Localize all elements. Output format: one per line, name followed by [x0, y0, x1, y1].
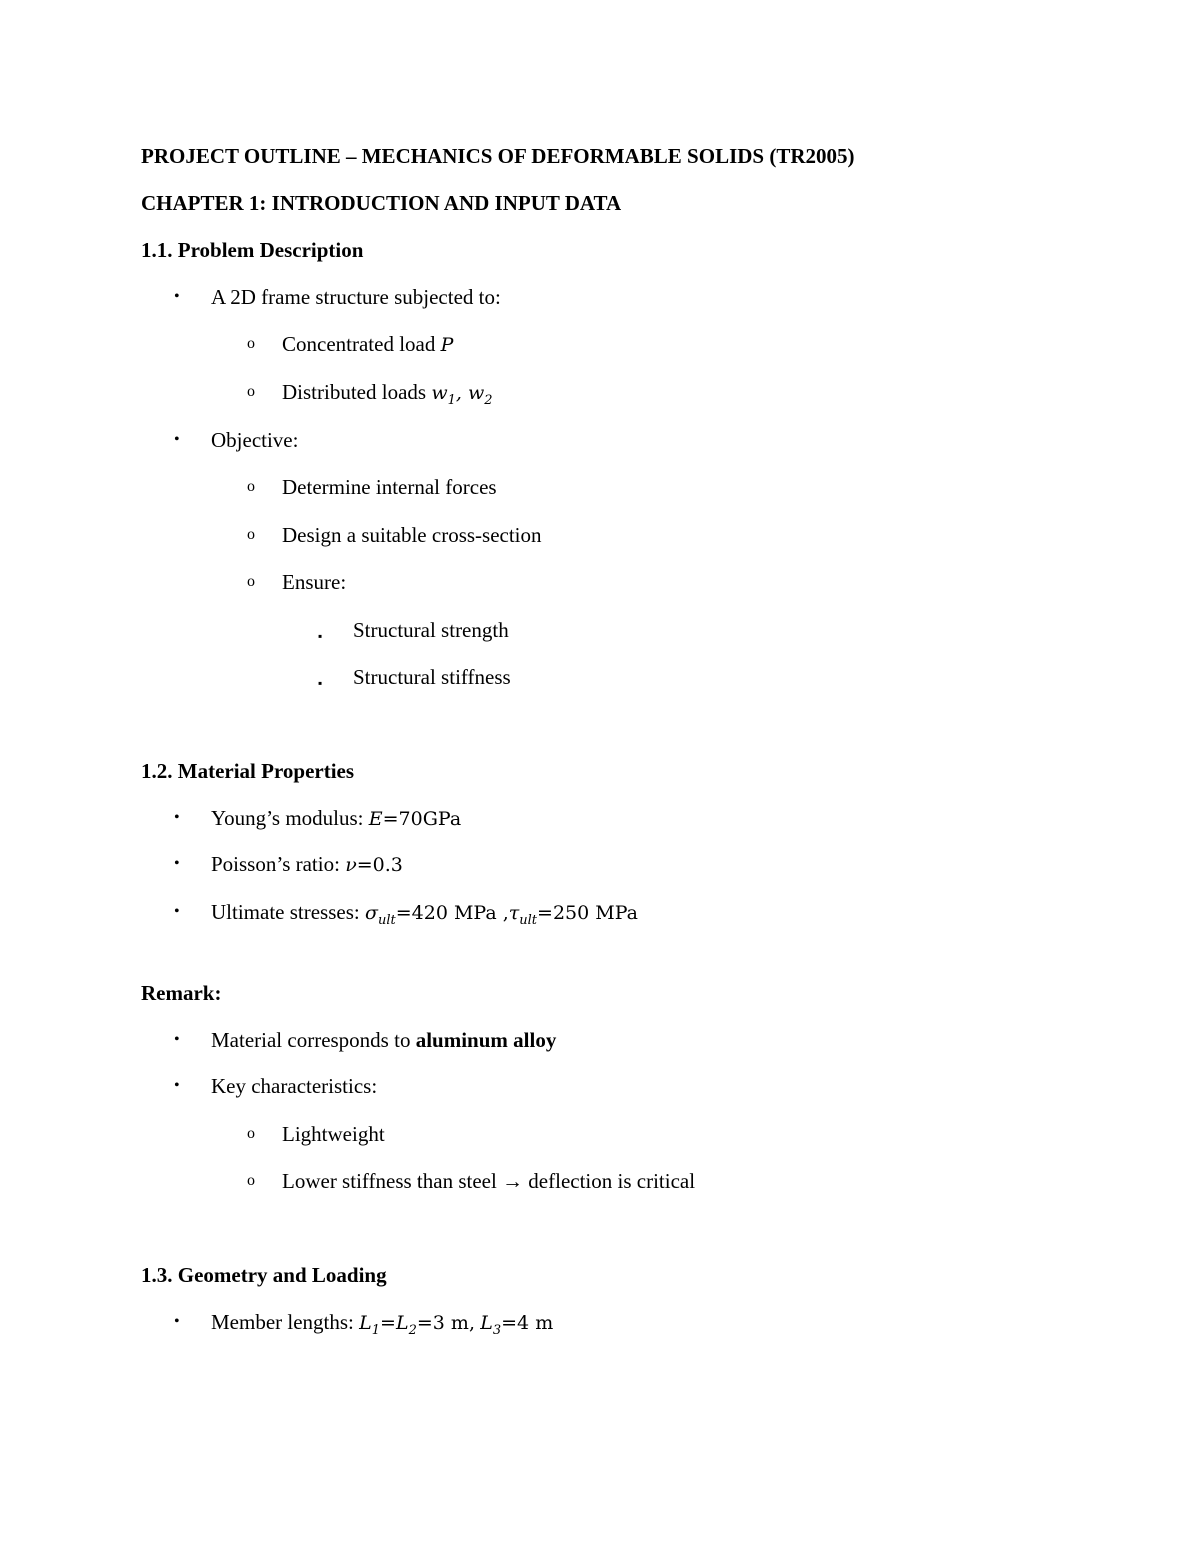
bullet-square: ▪ — [318, 629, 323, 643]
bullet-circle: o — [247, 573, 255, 590]
math-symbol: E — [368, 808, 383, 830]
math-symbol: $\sigma_{ult}$ — [364, 902, 396, 928]
math-symbol: ν — [345, 854, 357, 876]
bullet-disc: • — [174, 809, 180, 826]
bullet-circle: o — [247, 478, 255, 495]
bullet-disc: • — [174, 288, 180, 305]
bullet-disc: • — [174, 1313, 180, 1330]
math-symbol: $\tau_{ult}$ — [508, 902, 538, 928]
math-symbol: $w_1$, $w_2$ — [431, 382, 493, 408]
bullet-circle: o — [247, 526, 255, 543]
bullet-circle: o — [247, 1125, 255, 1142]
bullet-disc: • — [174, 431, 180, 448]
math-symbol: $L_3$ — [480, 1312, 502, 1338]
bullet-circle: o — [247, 383, 255, 400]
bullet-disc: • — [174, 903, 180, 920]
bullet-circle: o — [247, 335, 255, 352]
math-symbol: P — [440, 334, 454, 356]
bullet-square: ▪ — [318, 676, 323, 690]
math-symbol: $L_2$ — [395, 1312, 417, 1338]
bullet-circle: o — [247, 1172, 255, 1189]
bullet-disc: • — [174, 1077, 180, 1094]
bullet-disc: • — [174, 855, 180, 872]
bullet-disc: • — [174, 1031, 180, 1048]
math-symbol: $L_1$ — [359, 1312, 381, 1338]
document-page: PROJECT OUTLINE – MECHANICS OF DEFORMABLE SOLIDS (TR2005) CHAPTER 1: INTRODUCTION AND INPUT DATA 1.1. Problem Description • A 2D frame structure subjected to: o Concentrated load P o Distributed loads $w_1$, $w_2$ • Objective: o Determine internal forces o Design a suitable cross-section o Ensure: ▪ Structural strength ▪ Structural stiffness 1.2. Material Properties • Young’s modulus: E=70GPa • Poisson’s ratio: ν=0.3 • Ultimate stresses: $\sigma_{ult}=420$ MPa $,\tau_{ult}=250$ MPa Remark: • Material corresponds to aluminum alloy • Key characteristics: o Lightweight o Lower stiffness than steel → deflection is critical 1.3. Geometry and Loading • Member lengths: $L_1=L_2=3$ m, $L_3=4$ m — [141, 144, 855, 1338]
